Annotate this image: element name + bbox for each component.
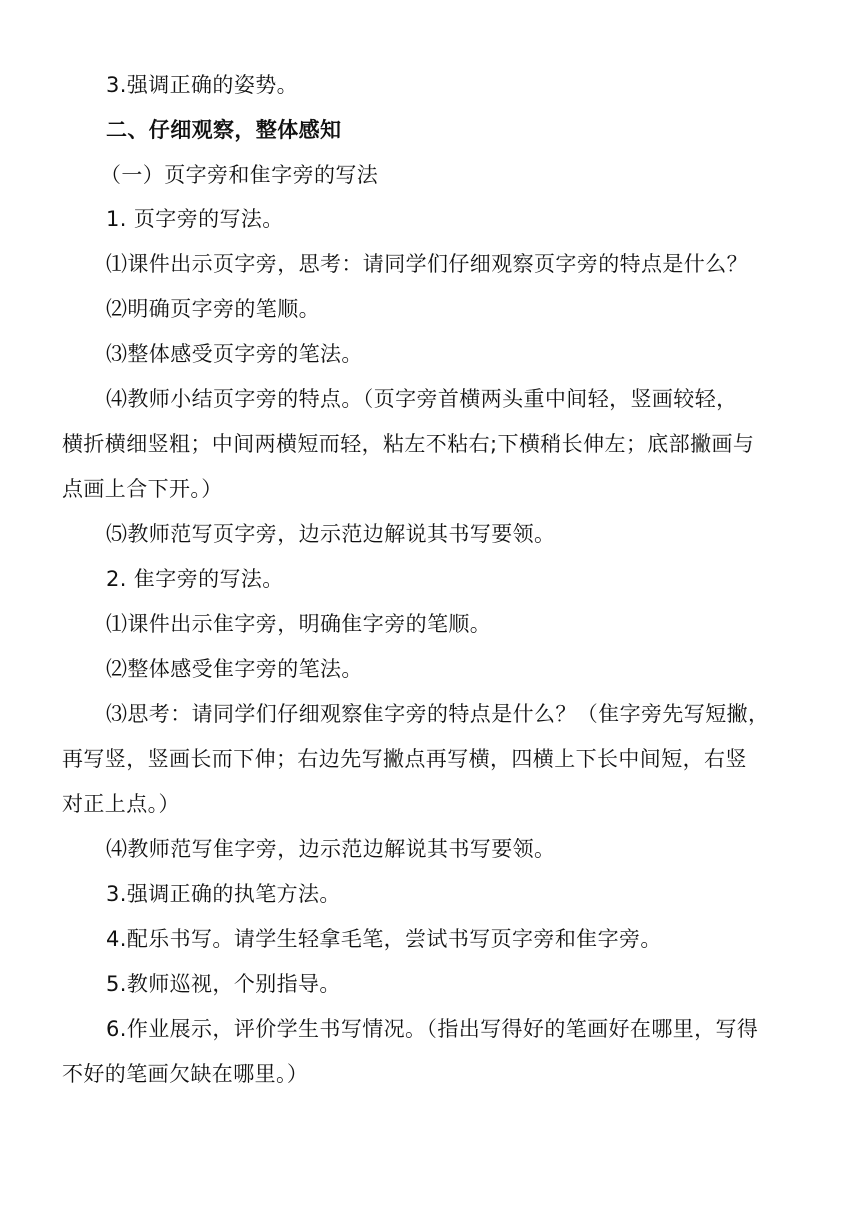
step-5-patrol: 5.教师巡视，个别指导。: [106, 972, 341, 996]
item-1-step-4-line-3: 点画上合下开。）: [62, 477, 223, 501]
subsection-heading: （一）页字旁和隹字旁的写法: [100, 163, 379, 187]
item-1-step-4-line-2: 横折横细竖粗；中间两横短而轻，粘左不粘右;下横稍长伸左；底部撇画与: [62, 432, 755, 456]
step-3-posture: 3.强调正确的姿势。: [106, 73, 299, 97]
item-2-title: 2. 隹字旁的写法。: [106, 567, 284, 591]
item-2-step-4: ⑷教师范写隹字旁，边示范边解说其书写要领。: [106, 837, 556, 861]
item-1-step-2: ⑵明确页字旁的笔顺。: [106, 297, 320, 321]
item-2-step-1: ⑴课件出示隹字旁，明确隹字旁的笔顺。: [106, 612, 492, 636]
item-1-step-4-line-1: ⑷教师小结页字旁的特点。（页字旁首横两头重中间轻，竖画较轻，: [106, 387, 738, 411]
item-2-step-3-line-1: ⑶思考：请同学们仔细观察隹字旁的特点是什么？（隹字旁先写短撇，: [106, 702, 770, 726]
item-1-step-1: ⑴课件出示页字旁，思考：请同学们仔细观察页字旁的特点是什么？: [106, 252, 748, 276]
step-4-writing: 4.配乐书写。请学生轻拿毛笔，尝试书写页字旁和隹字旁。: [106, 927, 662, 951]
step-3-pen-holding: 3.强调正确的执笔方法。: [106, 882, 341, 906]
step-6-showcase-line-1: 6.作业展示，评价学生书写情况。（指出写得好的笔画好在哪里，写得: [106, 1017, 759, 1041]
section-heading: 二、仔细观察，整体感知: [106, 118, 342, 142]
item-2-step-3-line-2: 再写竖，竖画长而下伸；右边先写撇点再写横，四横上下长中间短，右竖: [62, 747, 747, 771]
item-2-step-3-line-3: 对正上点。）: [62, 792, 180, 816]
step-6-showcase-line-2: 不好的笔画欠缺在哪里。）: [62, 1062, 309, 1086]
item-1-step-5: ⑸教师范写页字旁，边示范边解说其书写要领。: [106, 522, 556, 546]
item-1-step-3: ⑶整体感受页字旁的笔法。: [106, 342, 363, 366]
item-1-title: 1. 页字旁的写法。: [106, 207, 284, 231]
item-2-step-2: ⑵整体感受隹字旁的笔法。: [106, 657, 363, 681]
